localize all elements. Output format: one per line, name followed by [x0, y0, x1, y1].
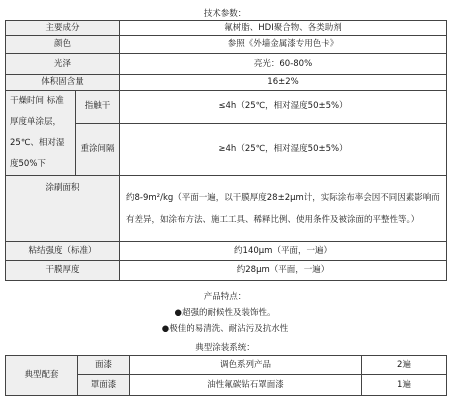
table-row — [6, 75, 447, 91]
dry-time-label: 干燥时间 标准厚度单涂层，25℃、相对湿度50%下 — [6, 91, 76, 176]
surface-dry-label: 指触干 — [76, 91, 120, 124]
table-row — [6, 261, 447, 281]
system-title: 典型涂装系统： — [195, 343, 255, 353]
color-value: 参照《外墙金属漆专用色卡》 — [120, 36, 447, 54]
feature-item: ●超强的耐候性及装饰性。 — [174, 308, 276, 318]
surface-dry-value: ≤4h（25℃，相对湿度50±5%） — [120, 91, 447, 124]
gloss-label: 光泽 — [6, 54, 120, 75]
main-component-value: 氟树脂、HDI聚合物、各类助剂 — [120, 21, 447, 36]
gloss-value: 亮光：60-80% — [120, 54, 447, 75]
pass-count: 1遍 — [362, 375, 447, 396]
feature-item: ●极佳的易清洗、耐沾污及抗水性 — [161, 324, 289, 334]
coverage-label: 涂刷面积 — [6, 176, 120, 242]
dry-film-thickness-value: 约28μm（平面，一遍） — [120, 261, 447, 281]
solid-content-label: 体积固含量 — [6, 75, 120, 91]
coverage-value: 约8-9m²/kg（平面一遍，以干膜厚度28±2μm计，实际涂布率会因不同因素影响而有差异，如涂布方法、施工工具、稀释比例、使用条件及被涂面的平整性等。） — [120, 176, 447, 242]
solid-content-value: 16±2% — [120, 75, 447, 91]
table-row — [6, 242, 447, 261]
table-row — [6, 36, 447, 54]
typical-set-label: 典型配套 — [6, 356, 78, 396]
coating-system-table — [5, 355, 447, 396]
bond-strength-label: 粘结强度（标准） — [6, 242, 120, 261]
recoat-interval-label: 重涂间隔 — [76, 123, 120, 175]
product-name: 油性氟碳钻石罩面漆 — [130, 375, 362, 396]
color-label: 颜色 — [6, 36, 120, 54]
bond-strength-value: 约140μm（平面，一遍） — [120, 242, 447, 261]
layer-name: 面漆 — [78, 356, 130, 375]
main-component-label: 主要成分 — [6, 21, 120, 36]
dry-film-thickness-label: 干膜厚度 — [6, 261, 120, 281]
table-row — [6, 176, 447, 242]
table-row — [6, 356, 447, 375]
table-row — [6, 91, 447, 124]
recoat-interval-value: ≥4h（25℃，相对湿度50±5%） — [120, 123, 447, 175]
layer-name: 罩面漆 — [78, 375, 130, 396]
tech-params-table — [5, 20, 447, 281]
features-title: 产品特点： — [203, 292, 247, 302]
table-row — [6, 54, 447, 75]
product-name: 调色系列产品 — [130, 356, 362, 375]
tech-params-title: 技术参数： — [203, 9, 247, 19]
pass-count: 2遍 — [362, 356, 447, 375]
table-row — [6, 21, 447, 36]
